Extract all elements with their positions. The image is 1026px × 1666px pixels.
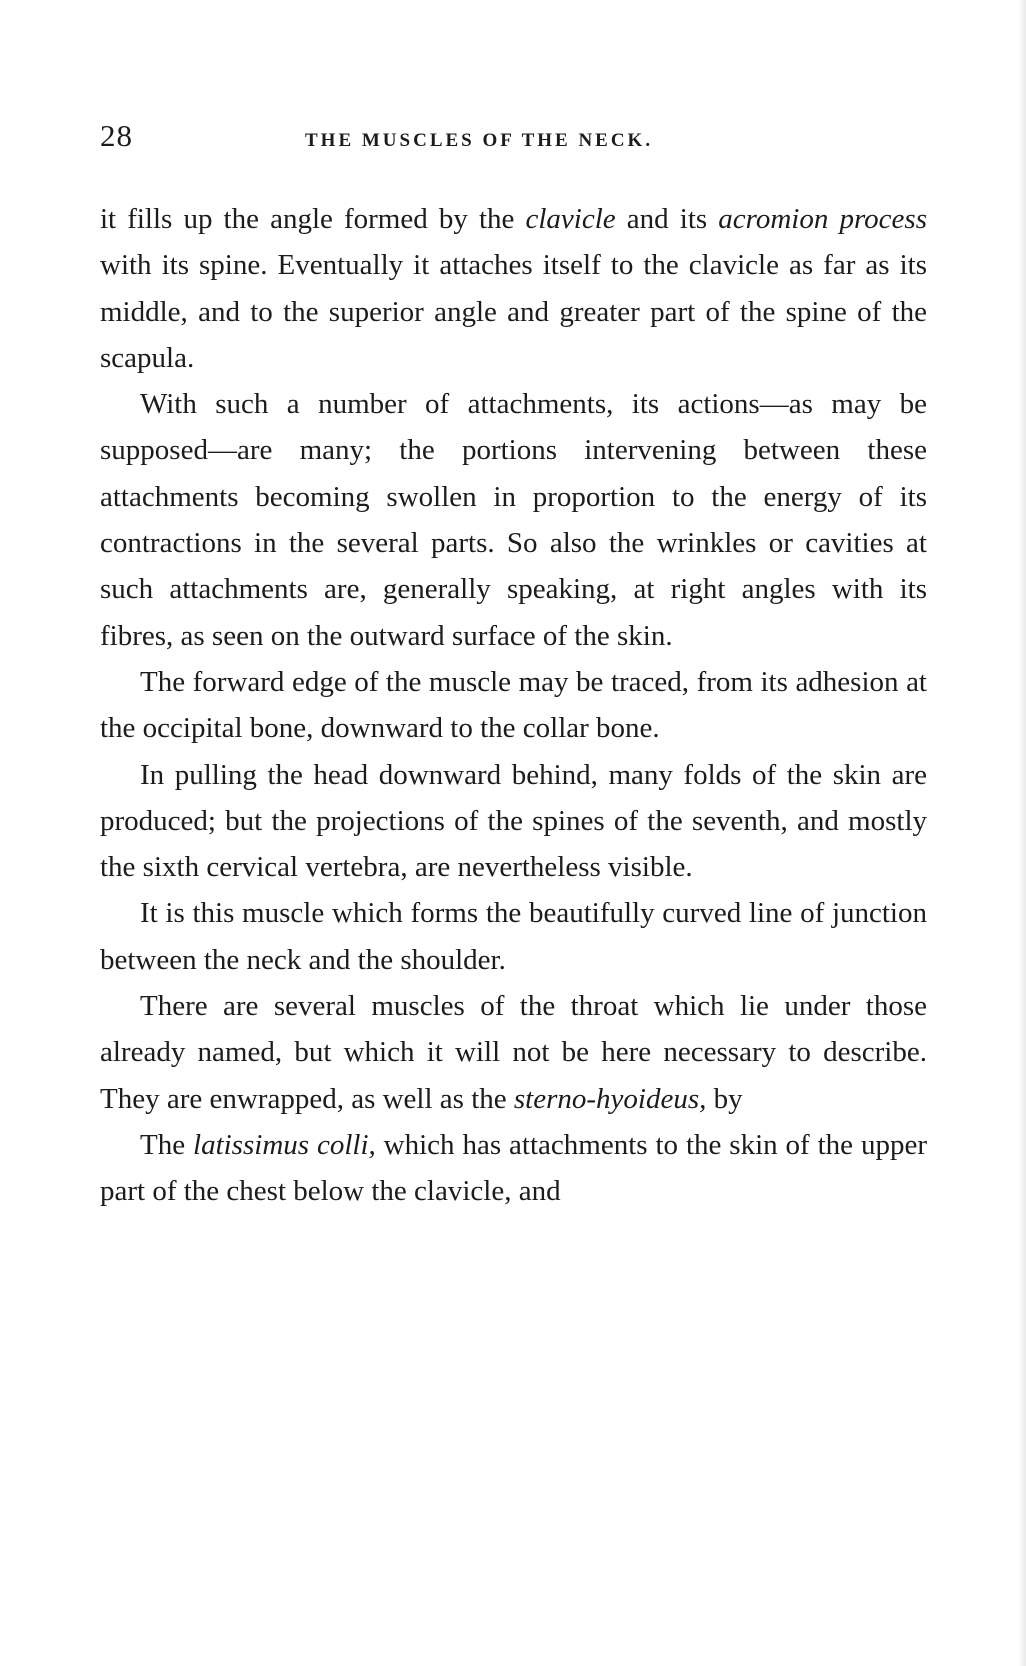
body-text [100, 196, 927, 1215]
paragraph-6-text-a: There are several muscles of the throat which lie under those already named, but which it will not be here necessary to describe. They are enwrapped, as well as the [100, 990, 927, 1115]
page-header [100, 118, 930, 158]
paragraph-1-text-c: and its [615, 203, 719, 235]
paragraph-6-text-c: by [706, 1082, 743, 1115]
page-edge-shadow [1018, 0, 1026, 1666]
italic-term-acromion-process: acromion process [718, 203, 927, 235]
italic-term-sterno-hyoideus: sterno-hyoideus, [513, 1082, 707, 1115]
paragraph-3: The forward edge of the muscle may be traced, from its adhesion at the occipital bone, downward to the collar bone. [100, 665, 927, 745]
paragraph-1-text-a: it fills up the angle formed by the [100, 203, 526, 235]
paragraph-5: It is this muscle which forms the beautifully curved line of junction between the neck and the shoulder. [100, 897, 927, 976]
paragraph-7-text-c: which has attachments to the skin of the upper part of the chest below the clavicle, and [100, 1128, 927, 1208]
paragraph-4: In pulling the head downward behind, many folds of the skin are produced; but the projections of the spines of the seventh, and mostly the sixth cervical vertebra, are nevertheless visible. [100, 758, 927, 884]
paragraph-7 [100, 1122, 927, 1215]
paragraph-7-text-a: The [140, 1128, 194, 1161]
paragraph-2: With such a number of attachments, its actions—as may be supposed—are many; the portions intervening between these attachments becoming swollen in proportion to the energy of its contractions in the several parts. So also the wrinkles or cavities at such attachments are, generally speaking, at right angles with its fibres, as seen on the outward surface of the skin. [100, 388, 927, 652]
paragraph-1-text-e: with its spine. Eventually it attaches itself to the clavicle as far as its middle, and to the superior angle and greater part of the spine of the scapula. [100, 249, 927, 374]
running-title: THE MUSCLES OF THE NECK. [305, 130, 654, 151]
paragraph-6 [100, 983, 927, 1122]
paragraph-1 [100, 196, 927, 381]
italic-term-latissimus-colli: latissimus colli, [193, 1128, 376, 1161]
italic-term-clavicle: clavicle [525, 203, 616, 235]
page-number: 28 [100, 118, 133, 153]
